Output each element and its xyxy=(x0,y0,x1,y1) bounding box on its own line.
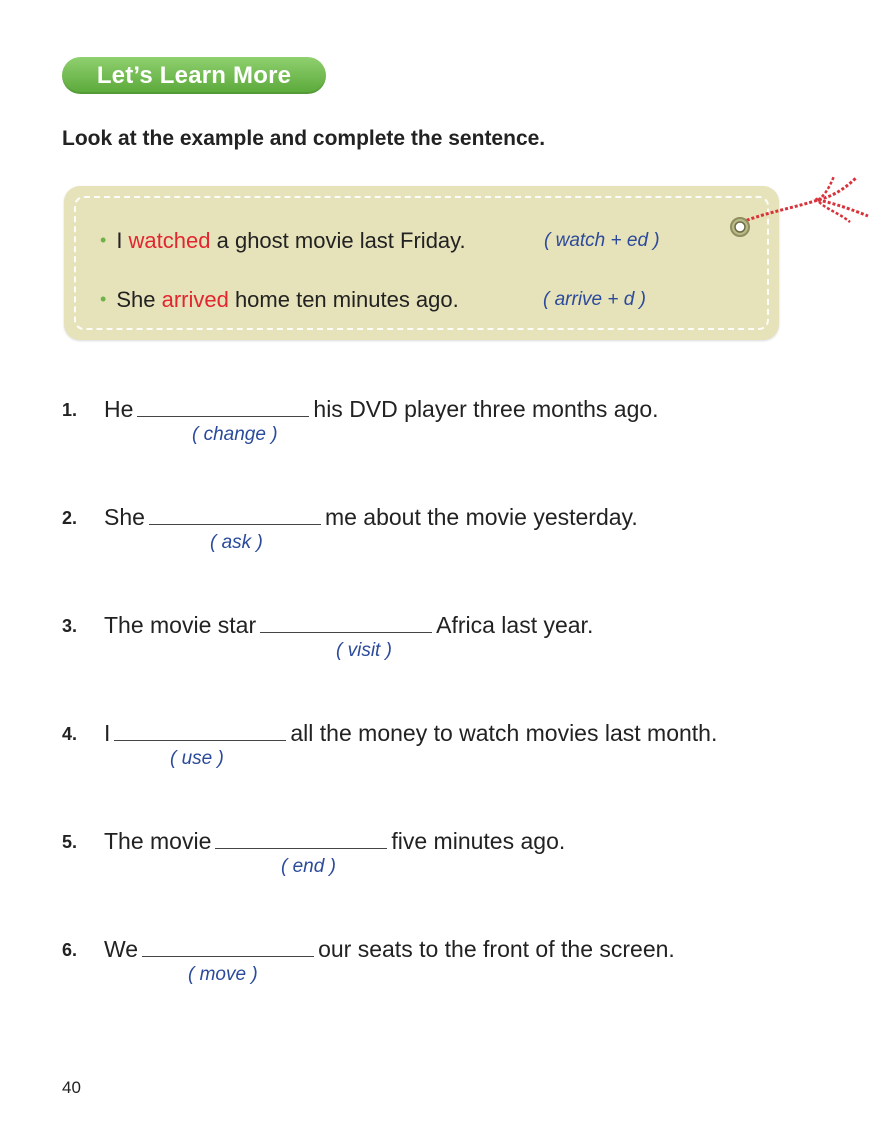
exercise-hint: ( visit ) xyxy=(336,640,392,661)
exercise-sentence xyxy=(104,504,638,531)
answer-blank[interactable] xyxy=(137,396,309,417)
example-hint: ( arrive + d ) xyxy=(543,289,646,310)
exercise-item xyxy=(62,936,842,1010)
exercise-item xyxy=(62,504,842,578)
exercise-number: 3. xyxy=(62,616,78,636)
exercise-item xyxy=(62,828,842,902)
exercise-hint: ( ask ) xyxy=(210,532,263,553)
exercise-item xyxy=(62,612,842,686)
example-line xyxy=(100,228,660,254)
example-text-after: home ten minutes ago. xyxy=(228,287,459,312)
exercise-text-after: five minutes ago. xyxy=(391,828,566,854)
exercise-sentence xyxy=(104,612,593,639)
answer-blank[interactable] xyxy=(215,828,387,849)
answer-blank[interactable] xyxy=(260,612,432,633)
exercise-text-after: Africa last year. xyxy=(436,612,594,638)
exercise-text-after: our seats to the front of the screen. xyxy=(318,936,675,962)
exercise-item xyxy=(62,396,842,470)
exercise-text-before: She xyxy=(104,504,145,530)
exercise-sentence xyxy=(104,720,717,747)
example-verb: watched xyxy=(128,228,211,253)
example-line xyxy=(100,287,646,313)
section-badge: Let’s Learn More xyxy=(62,57,326,94)
example-text-after: a ghost movie last Friday. xyxy=(210,228,466,253)
answer-blank[interactable] xyxy=(142,936,314,957)
exercise-text-before: I xyxy=(104,720,111,746)
string-icon xyxy=(738,172,873,242)
exercise-number: 6. xyxy=(62,940,78,960)
instruction-text: Look at the example and complete the sentence. xyxy=(62,127,546,150)
bullet-icon: • xyxy=(100,289,107,309)
exercise-text-before: He xyxy=(104,396,134,422)
exercise-sentence xyxy=(104,936,675,963)
exercise-number: 5. xyxy=(62,832,78,852)
exercise-item xyxy=(62,720,842,794)
exercise-text-after: his DVD player three months ago. xyxy=(313,396,659,422)
example-hint: ( watch + ed ) xyxy=(544,230,660,251)
example-verb: arrived xyxy=(161,287,229,312)
exercise-hint: ( change ) xyxy=(192,424,278,445)
answer-blank[interactable] xyxy=(149,504,321,525)
exercise-hint: ( use ) xyxy=(170,748,224,769)
grommet-icon xyxy=(729,216,751,238)
exercise-text-before: The movie xyxy=(104,828,212,854)
example-text-before: I xyxy=(116,228,129,253)
bullet-icon: • xyxy=(100,230,107,250)
exercise-number: 2. xyxy=(62,508,78,528)
page-number: 40 xyxy=(62,1078,81,1097)
example-text-before: She xyxy=(116,287,162,312)
exercise-text-after: all the money to watch movies last month. xyxy=(290,720,718,746)
exercise-sentence xyxy=(104,396,659,423)
exercise-number: 1. xyxy=(62,400,78,420)
exercise-hint: ( move ) xyxy=(188,964,258,985)
exercise-hint: ( end ) xyxy=(281,856,336,877)
example-card xyxy=(64,186,779,340)
exercise-text-after: me about the movie yesterday. xyxy=(324,504,638,530)
answer-blank[interactable] xyxy=(114,720,286,741)
exercise-text-before: The movie star xyxy=(104,612,257,638)
exercise-text-before: We xyxy=(104,936,139,962)
exercise-number: 4. xyxy=(62,724,78,744)
exercise-sentence xyxy=(104,828,565,855)
